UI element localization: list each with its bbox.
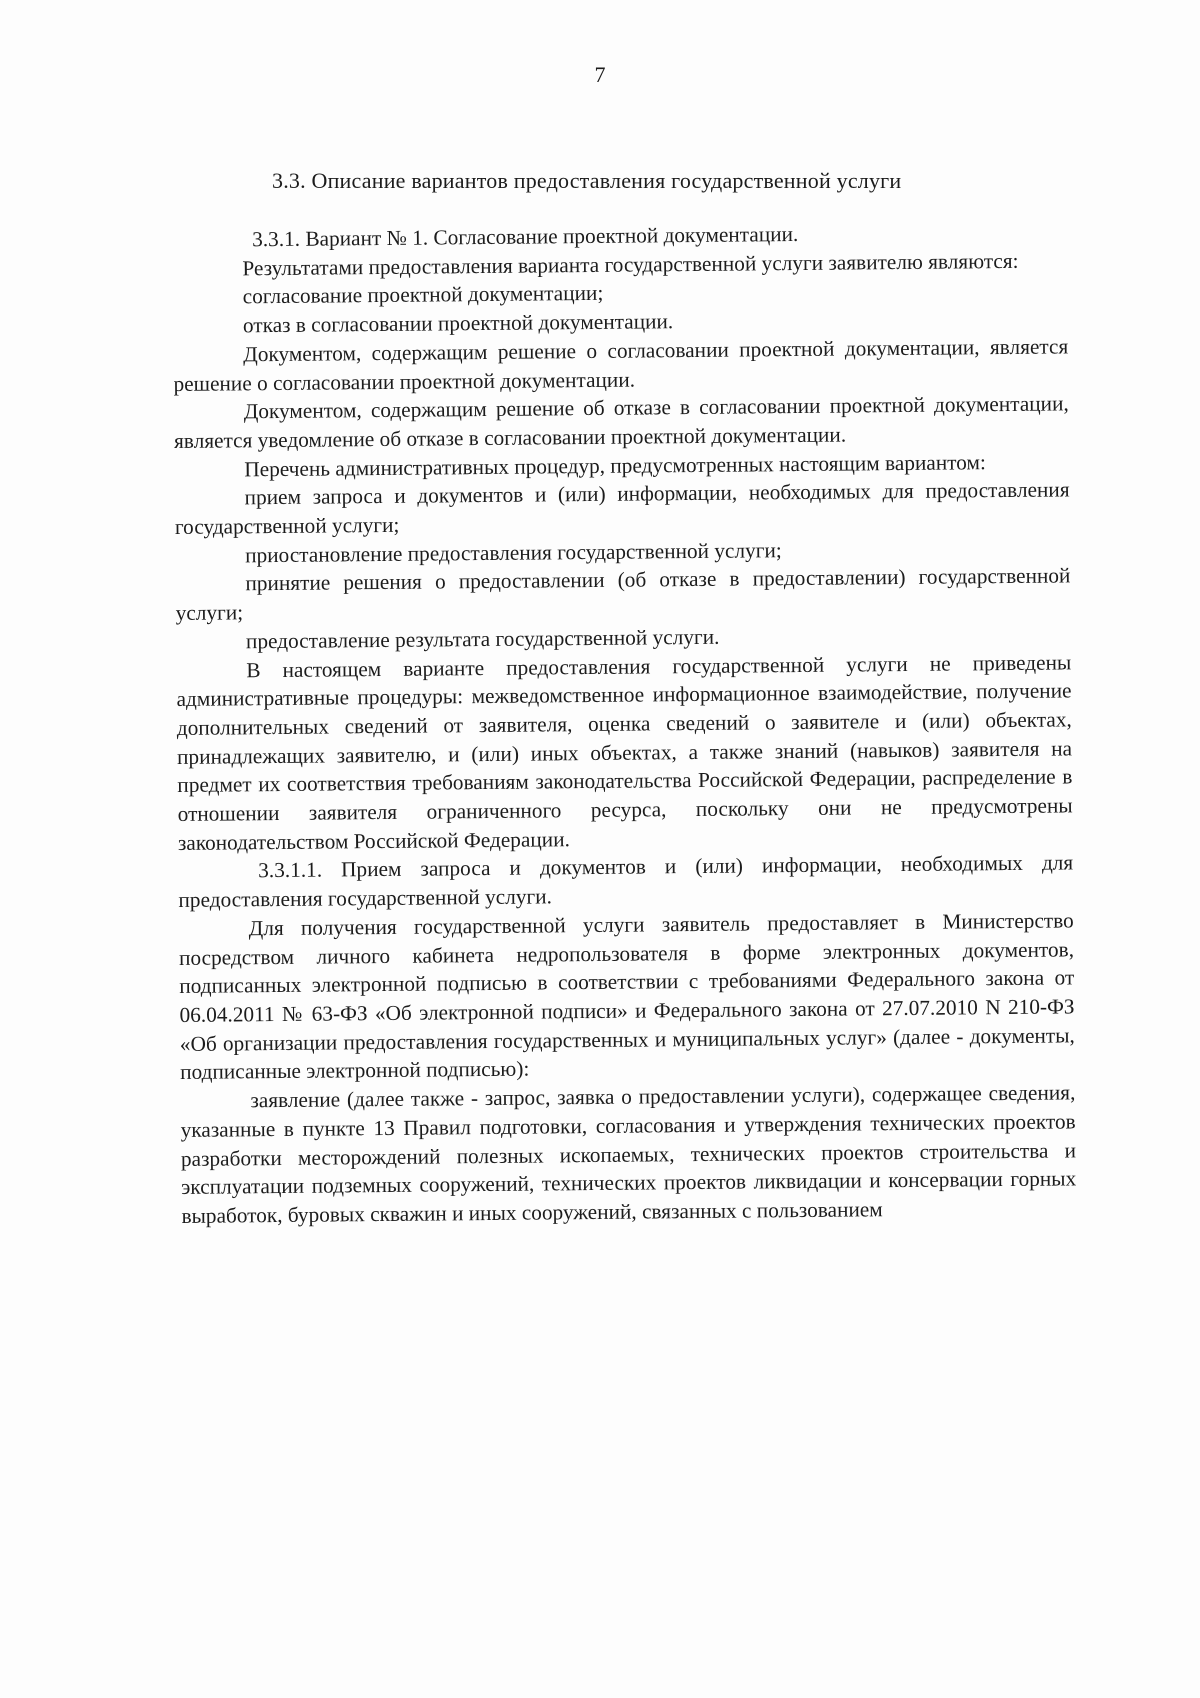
paragraph: В настоящем варианте предоставления государственной услуги не приведены административные процедуры: межведомственное информационное взаимодействие, получение дополнительных сведений от заявителя, оценка сведений о заявителе и (или) объектах, принадлежащих заявителю, и (или) иных объектах, а также знаний (навыков) заявителя на предмет их соответствия требованиям законодательства Российской Федерации, распределение в отношении заявителя ограниченного ресурса, поскольку они не предусмотрены законодательством Российской Федерации. <box>176 649 1073 855</box>
page-number: 7 <box>594 62 606 87</box>
paragraph: Перечень административных процедур, предусмотренных настоящим вариантом: <box>244 449 986 481</box>
subsection-heading-3-3-1: 3.3.1. Вариант № 1. Согласование проектной документации. <box>252 221 799 252</box>
paragraph: Документом, содержащим решение о согласовании проектной документации, является решение о согласовании проектной документации. <box>173 334 1069 396</box>
paragraph: Для получения государственной услуги заявитель предоставляет в Министерство посредством личного кабинета недропользователя в форме электронных документов, подписанных электронной подписью в соответствии с требованиями Федерального закона от 06.04.2011 № 63-ФЗ «Об электронной подписи» и Федерального закона от 27.07.2010 N 210-ФЗ «Об организации предоставления государственных и муниципальных услуг» (далее - документы, подписанные электронной подписью): <box>178 908 1075 1085</box>
list-item: предоставление результата государственной услуги. <box>245 624 720 654</box>
list-item: приостановление предоставления государственной услуги; <box>245 537 782 568</box>
list-item: прием запроса и документов и (или) информации, необходимых для предоставления государственной услуги; <box>174 477 1070 540</box>
section-title: 3.3. Описание вариантов предоставления государственной услуги <box>272 168 902 193</box>
subsection-heading-3-3-1-1: 3.3.1.1. Прием запроса и документов и (или) информации, необходимых для предоставления государственной услуги. <box>178 850 1074 913</box>
list-item: отказ в согласовании проектной документации. <box>242 309 674 338</box>
paragraph: заявление (далее также - запрос, заявка о предоставлении услуги), содержащее сведения, указанные в пункте 13 Правил подготовки, согласования и утверждения технических проектов разработки месторождений полезных ископаемых, технических проектов строительства и эксплуатации подземных сооружений, технических проектов ликвидации и консервации горных выработок, буровых скважин и иных сооружений, связанных с пользованием <box>180 1080 1077 1228</box>
document-body <box>172 217 1077 1230</box>
list-item: согласование проектной документации; <box>242 281 604 309</box>
list-item: принятие решения о предоставлении (об отказе в предоставлении) государственной услуги; <box>175 563 1071 626</box>
paragraph: Документом, содержащим решение об отказе в согласовании проектной документации, является уведомление об отказе в согласовании проектной документации. <box>173 391 1069 453</box>
paragraph: Результатами предоставления варианта государственной услуги заявителю являются: <box>242 248 1019 281</box>
